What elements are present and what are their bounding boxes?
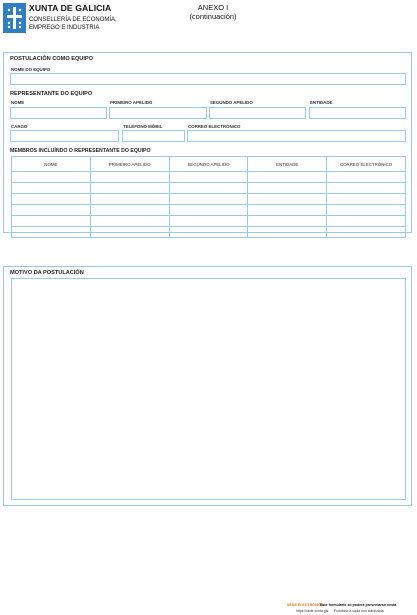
table-cell[interactable]	[169, 227, 248, 238]
department-line-1: CONSELLERÍA DE ECONOMÍA,	[29, 17, 117, 23]
table-cell[interactable]	[248, 172, 327, 183]
table-cell[interactable]	[90, 216, 169, 227]
table-cell[interactable]	[327, 205, 406, 216]
department-line-2: EMPREGO E INDUSTRIA	[29, 25, 100, 31]
table-cell[interactable]	[169, 172, 248, 183]
table-cell[interactable]	[248, 183, 327, 194]
table-cell[interactable]	[327, 183, 406, 194]
table-cell[interactable]	[90, 183, 169, 194]
table-cell[interactable]	[12, 194, 91, 205]
members-col-first-surname: PRIMEIRO APELIDO	[90, 157, 169, 172]
motivation-section-title: MOTIVO DA POSTULACIÓN	[10, 270, 84, 276]
table-cell[interactable]	[90, 227, 169, 238]
rep-first-surname-label: PRIMEIRO APELIDO	[110, 100, 153, 105]
table-cell[interactable]	[169, 205, 248, 216]
table-cell[interactable]	[169, 194, 248, 205]
rep-email-label: CORREO ELECTRÓNICO	[188, 124, 241, 129]
team-name-label: NOME DO EQUIPO	[11, 67, 51, 72]
rep-entity-label: ENTIDADE	[310, 100, 333, 105]
rep-position-label: CARGO	[11, 124, 28, 129]
table-cell[interactable]	[12, 216, 91, 227]
footer-copy-note: Prohibida a copia non autorizada	[334, 609, 384, 613]
rep-first-name-field[interactable]	[10, 107, 107, 119]
table-cell[interactable]	[327, 227, 406, 238]
members-col-entity: ENTIDADE	[248, 157, 327, 172]
members-header-row	[12, 157, 406, 172]
table-row	[12, 205, 406, 216]
table-cell[interactable]	[12, 205, 91, 216]
table-cell[interactable]	[169, 216, 248, 227]
sede-electronica-badge: SEDE ELECTRÓNICA	[287, 603, 324, 607]
rep-first-name-label: NOME	[11, 100, 25, 105]
footer-form-note: Este formulario só poderá presentarse nesta	[320, 603, 397, 607]
table-cell[interactable]	[12, 227, 91, 238]
rep-position-field[interactable]	[10, 130, 119, 142]
motivation-textarea[interactable]	[11, 278, 406, 500]
table-cell[interactable]	[12, 183, 91, 194]
members-col-name: NOME	[12, 157, 91, 172]
table-cell[interactable]	[90, 172, 169, 183]
table-cell[interactable]	[248, 205, 327, 216]
members-col-second-surname: SEGUNDO APELIDO	[169, 157, 248, 172]
galicia-cross-icon	[3, 3, 26, 33]
table-cell[interactable]	[327, 216, 406, 227]
rep-email-field[interactable]	[187, 130, 406, 142]
org-name: XUNTA DE GALICIA	[29, 3, 112, 13]
xunta-logo	[3, 3, 26, 33]
rep-first-surname-field[interactable]	[109, 107, 207, 119]
annex-subtitle: (continuación)	[189, 12, 237, 21]
table-row	[12, 227, 406, 238]
table-cell[interactable]	[90, 194, 169, 205]
table-cell[interactable]	[90, 205, 169, 216]
department-name	[29, 16, 117, 32]
table-cell[interactable]	[12, 172, 91, 183]
footer-url[interactable]: https://sede.xunta.gal	[296, 609, 329, 613]
representative-title: REPRESENTANTE DO EQUIPO	[10, 91, 93, 97]
annex-heading	[168, 3, 258, 21]
table-row	[12, 216, 406, 227]
rep-mobile-field[interactable]	[122, 130, 185, 142]
table-row	[12, 172, 406, 183]
rep-second-surname-field[interactable]	[209, 107, 306, 119]
rep-entity-field[interactable]	[309, 107, 406, 119]
table-cell[interactable]	[327, 172, 406, 183]
table-cell[interactable]	[169, 183, 248, 194]
team-name-field[interactable]	[10, 73, 406, 85]
team-section-title: POSTULACIÓN COMO EQUIPO	[10, 56, 93, 62]
rep-mobile-label: TELÉFONO MÓBIL	[123, 124, 163, 129]
members-title: MEMBROS INCLUÍNDO O REPRESENTANTE DO EQUIPO	[10, 148, 151, 154]
members-col-email: CORREO ELECTRÓNICO	[327, 157, 406, 172]
table-cell[interactable]	[248, 216, 327, 227]
members-table	[11, 156, 406, 238]
table-row	[12, 183, 406, 194]
table-cell[interactable]	[248, 194, 327, 205]
rep-second-surname-label: SEGUNDO APELIDO	[210, 100, 253, 105]
annex-title: ANEXO I	[197, 3, 229, 12]
table-cell[interactable]	[248, 227, 327, 238]
table-row	[12, 194, 406, 205]
table-cell[interactable]	[327, 194, 406, 205]
